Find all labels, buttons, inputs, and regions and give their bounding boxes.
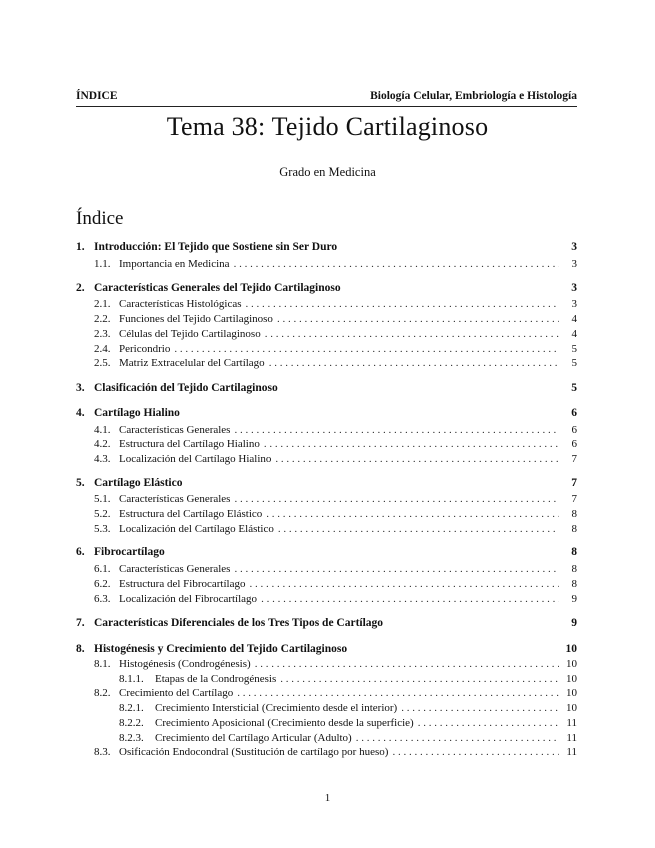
toc-entry-number: 7.: [76, 617, 85, 629]
toc-entry[interactable]: [119, 731, 577, 746]
toc-section[interactable]: [76, 476, 577, 491]
toc-leader-dots: [249, 577, 559, 592]
toc-entry-page: 8: [571, 563, 577, 575]
toc-entry-number: 6.3.: [94, 593, 111, 605]
toc-entry-number: 4.: [76, 407, 85, 419]
toc-entry-title: Crecimiento Intersticial (Crecimiento desde el interior): [155, 702, 398, 714]
toc-entry-page: 5: [571, 357, 577, 369]
toc-entry-page: 7: [571, 453, 577, 465]
toc-leader-dots: [264, 437, 559, 452]
toc-entry-title: Introducción: El Tejido que Sostiene sin Ser Duro: [94, 241, 338, 253]
toc-entry-number: 8.2.1.: [119, 702, 144, 714]
toc-entry[interactable]: [119, 672, 577, 687]
toc-section[interactable]: [76, 642, 577, 657]
toc-entry-number: 6.1.: [94, 563, 111, 575]
toc-entry-page: 10: [566, 673, 577, 685]
toc-entry-page: 10: [566, 702, 577, 714]
toc-entry-number: 5.1.: [94, 493, 111, 505]
toc-leader-dots: [234, 492, 559, 507]
toc-entry-title: Histogénesis (Condrogénesis): [119, 658, 251, 670]
toc-entry-page: 11: [566, 732, 577, 744]
toc-leader-dots: [278, 522, 559, 537]
toc-entry[interactable]: [94, 745, 577, 760]
toc-entry-number: 5.: [76, 477, 85, 489]
toc-entry-title: Características Generales: [119, 424, 231, 436]
toc-entry-title: Características Generales del Tejido Cartilaginoso: [94, 282, 341, 294]
toc-entry[interactable]: [119, 716, 577, 731]
toc-entry-title: Localización del Fibrocartílago: [119, 593, 258, 605]
document-subtitle: Grado en Medicina: [279, 165, 376, 179]
toc-entry[interactable]: [94, 437, 577, 452]
toc-entry[interactable]: [94, 657, 577, 672]
toc-leader-dots: [280, 672, 559, 687]
page-number: 1: [324, 792, 331, 804]
toc-entry-page: 4: [571, 313, 577, 325]
toc-entry-page: 10: [566, 658, 577, 670]
toc-entry-title: Clasificación del Tejido Cartilaginoso: [94, 382, 278, 394]
toc-leader-dots: [255, 657, 559, 672]
toc-leader-dots: [234, 423, 559, 438]
toc-entry-number: 8.3.: [94, 746, 111, 758]
toc-entry-number: 1.: [76, 241, 85, 253]
toc-entry[interactable]: [94, 522, 577, 537]
toc-entry-title: Fibrocartílago: [94, 546, 165, 558]
toc-leader-dots: [237, 686, 559, 701]
toc-entry-number: 1.1.: [94, 258, 111, 270]
toc-leader-dots: [269, 356, 559, 371]
toc-entry-number: 8.: [76, 643, 85, 655]
toc-entry-title: Estructura del Fibrocartílago: [119, 578, 246, 590]
toc-leader-dots: [265, 327, 559, 342]
toc-section[interactable]: [76, 545, 577, 560]
toc-entry-number: 8.2.3.: [119, 732, 144, 744]
toc-entry-title: Estructura del Cartílago Elástico: [119, 508, 263, 520]
toc-entry-page: 7: [571, 493, 577, 505]
toc-entry-page: 8: [571, 523, 577, 535]
toc-entry-title: Histogénesis y Crecimiento del Tejido Cartilaginoso: [94, 643, 348, 655]
toc-entry-title: Cartílago Hialino: [94, 407, 180, 419]
toc-section[interactable]: [76, 281, 577, 296]
toc-entry[interactable]: [94, 592, 577, 607]
header-section-label: ÍNDICE: [76, 90, 118, 102]
toc-entry-title: Etapas de la Condrogénesis: [155, 673, 277, 685]
toc-entry-title: Localización del Cartílago Hialino: [119, 453, 272, 465]
toc-leader-dots: [277, 312, 559, 327]
toc-section[interactable]: [76, 406, 577, 421]
toc-entry[interactable]: [94, 577, 577, 592]
toc-entry-page: 8: [571, 508, 577, 520]
toc-entry-number: 6.2.: [94, 578, 111, 590]
toc-entry-page: 9: [571, 593, 577, 605]
toc-entry-title: Funciones del Tejido Cartilaginoso: [119, 313, 273, 325]
toc-leader-dots: [266, 507, 559, 522]
toc-entry-page: 10: [566, 687, 577, 699]
toc-entry-title: Importancia en Medicina: [119, 258, 230, 270]
toc-entry[interactable]: [94, 342, 577, 357]
toc-leader-dots: [261, 592, 559, 607]
toc-entry-page: 7: [571, 477, 577, 489]
toc-entry-title: Matriz Extracelular del Cartílago: [119, 357, 265, 369]
toc-entry-page: 3: [571, 298, 577, 310]
toc-entry-page: 10: [565, 643, 577, 655]
toc-entry-title: Características Histológicas: [119, 298, 242, 310]
toc-entry-page: 6: [571, 424, 577, 436]
toc-entry-number: 2.2.: [94, 313, 111, 325]
toc-entry-number: 4.3.: [94, 453, 111, 465]
toc-entry-page: 4: [571, 328, 577, 340]
toc-entry-title: Osificación Endocondral (Sustitución de cartílago por hueso): [119, 746, 389, 758]
toc-leader-dots: [392, 745, 559, 760]
toc-entry-page: 11: [566, 717, 577, 729]
toc-entry-title: Características Generales: [119, 493, 231, 505]
toc-leader-dots: [356, 731, 559, 746]
toc-entry-page: 9: [571, 617, 577, 629]
toc-entry-page: 3: [571, 282, 577, 294]
toc-entry-number: 2.1.: [94, 298, 111, 310]
toc-entry-title: Pericondrio: [119, 343, 171, 355]
toc-section[interactable]: [76, 240, 577, 255]
toc-entry[interactable]: [94, 327, 577, 342]
toc-entry[interactable]: [94, 452, 577, 467]
toc-leader-dots: [275, 452, 559, 467]
toc-entry-title: Células del Tejido Cartilaginoso: [119, 328, 261, 340]
toc-entry-title: Localización del Cartílago Elástico: [119, 523, 274, 535]
toc-entry-number: 8.2.: [94, 687, 111, 699]
header-course-title: Biología Celular, Embriología e Histología: [370, 90, 577, 102]
toc-entry-title: Características Generales: [119, 563, 231, 575]
toc-leader-dots: [246, 297, 560, 312]
toc-entry-page: 5: [571, 343, 577, 355]
toc-entry-title: Características Diferenciales de los Tres Tipos de Cartílago: [94, 617, 384, 629]
toc-leader-dots: [234, 257, 559, 272]
toc-entry-page: 6: [571, 407, 577, 419]
toc-leader-dots: [401, 701, 559, 716]
toc-entry-number: 8.2.2.: [119, 717, 144, 729]
toc-entry-number: 6.: [76, 546, 85, 558]
toc-section[interactable]: [76, 616, 577, 631]
toc-entry-title: Crecimiento del Cartílago: [119, 687, 234, 699]
toc-entry-number: 5.2.: [94, 508, 111, 520]
toc-entry[interactable]: [94, 423, 577, 438]
toc-entry-number: 2.: [76, 282, 85, 294]
toc-entry[interactable]: [94, 507, 577, 522]
toc-entry-number: 8.1.1.: [119, 673, 144, 685]
toc-section[interactable]: [76, 381, 577, 396]
toc-entry-number: 3.: [76, 382, 85, 394]
toc-leader-dots: [418, 716, 559, 731]
toc-leader-dots: [234, 562, 559, 577]
toc-entry-title: Estructura del Cartílago Hialino: [119, 438, 260, 450]
toc-entry-page: 3: [571, 241, 577, 253]
toc-entry-number: 4.2.: [94, 438, 111, 450]
toc-entry[interactable]: [94, 492, 577, 507]
toc-entry-title: Cartílago Elástico: [94, 477, 183, 489]
toc-entry[interactable]: [94, 562, 577, 577]
toc-entry[interactable]: [119, 701, 577, 716]
toc-entry-page: 6: [571, 438, 577, 450]
toc-entry-number: 2.4.: [94, 343, 111, 355]
document-title: Tema 38: Tejido Cartilaginoso: [166, 112, 489, 141]
toc-entry[interactable]: [94, 297, 577, 312]
toc-entry-number: 2.5.: [94, 357, 111, 369]
toc-entry-number: 8.1.: [94, 658, 111, 670]
toc-entry-number: 5.3.: [94, 523, 111, 535]
toc-entry-number: 2.3.: [94, 328, 111, 340]
toc-heading: Índice: [76, 208, 124, 229]
toc-entry-page: 8: [571, 578, 577, 590]
toc-entry-title: Crecimiento Aposicional (Crecimiento desde la superficie): [155, 717, 414, 729]
toc-entry[interactable]: [94, 356, 577, 371]
toc-entry-number: 4.1.: [94, 424, 111, 436]
toc-entry-page: 3: [571, 258, 577, 270]
toc-entry-title: Crecimiento del Cartílago Articular (Adulto): [155, 732, 352, 744]
toc-entry[interactable]: [94, 686, 577, 701]
toc-leader-dots: [174, 342, 559, 357]
toc-entry-page: 11: [566, 746, 577, 758]
toc-entry-page: 5: [571, 382, 577, 394]
toc-entry[interactable]: [94, 312, 577, 327]
toc-entry-page: 8: [571, 546, 577, 558]
toc-entry[interactable]: [94, 257, 577, 272]
